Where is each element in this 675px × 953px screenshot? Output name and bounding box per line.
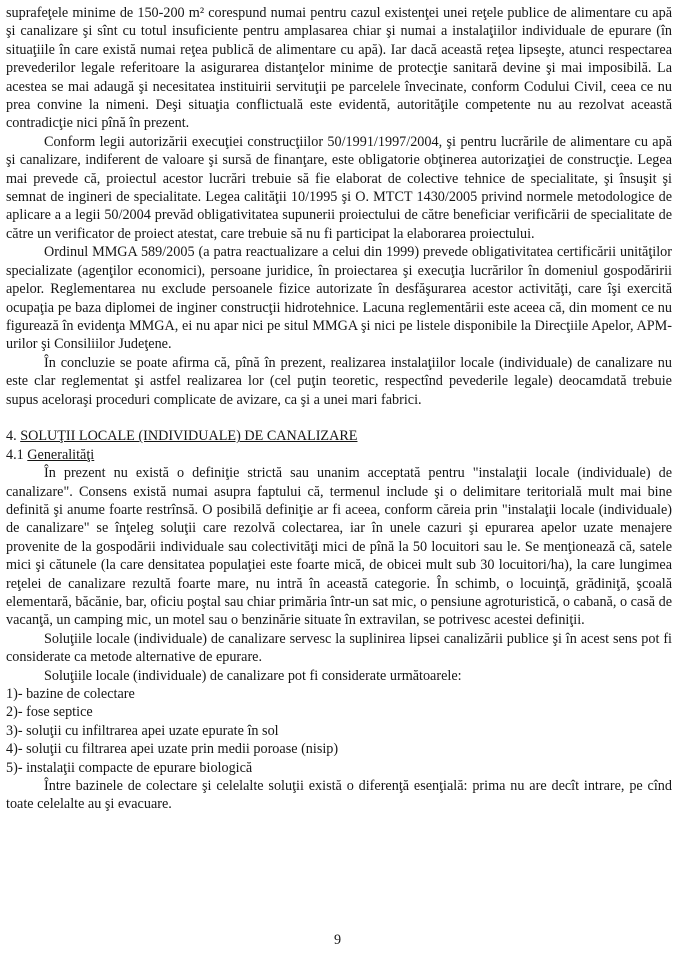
section-heading-4-1 [6,446,672,464]
section-number: 4. [6,428,21,445]
paragraph-conform-legii: Conform legii autorizării execuţiei construcţiilor 50/1991/1997/2004, şi pentru lucrările de alimentare cu apă şi canalizare, indiferent de valoare şi sursă de finanţare, este obligatorie obţinerea autorizaţiei de construcţie. Legea mai prevede că, proiectul acestor lucrări trebuie să fie elaborat de colective tehnice de specialitate, şi însuşit şi semnat de ingineri de specialitate. Legea calităţii 10/1995 şi O. MTCT 1430/2005 privind normele metodologice de aplicare a a legii 50/2004 prevăd obligativitatea supunerii proiectului de către beneficiar verificării de specialitate de către un verificator de proiect atestat, care trebuie să nu fi participat la elaborarea proiectului. [6,133,672,242]
list-item-1: 1)- bazine de colectare [6,686,135,703]
section-title: SOLUŢII LOCALE (INDIVIDUALE) DE CANALIZARE [20,428,358,445]
section-heading-4 [6,427,672,445]
paragraph-in-concluzie: În concluzie se poate afirma că, pînă în prezent, realizarea instalaţiilor locale (individuale) de canalizare nu este clar reglementat şi astfel realizarea lor (cel puţin teoretic, respectînd pevederile legale) deocamdată trebuie supus aceloraşi proceduri complicate de avizare, ca şi a unei mari fabrici. [6,354,672,408]
list-item-5: 5)- instalaţii compacte de epurare biologică [6,759,253,776]
list-item-2: 2)- fose septice [6,704,93,721]
paragraph-generalitati-intro: În prezent nu există o definiţie strictă sau unanim acceptată pentru "instalaţii locale (individuale) de canalizare". Consens există numai asupra faptului că, termenul include şi o delimitare teritorială mult mai bine definită şi anume foarte restrînsă. O posibilă definiţie ar fi aceea, conform căreia prin "instalaţii locale (individuale) de canalizare" se înţeleg soluţii care rezolvă colectarea, iar în unele cazuri şi epurarea apelor uzate menajere provenite de la gospodării individuale sau colectivităţi mici de pînă la 50 locuitori sau le. Se menţionează că, satele mici şi cătunele (la care densitatea populaţiei este foarte mică, de obicei mult sub 30 locuitori/ha), la care lungimea reţelei de canalizare rezultă foarte mare, nu intră în această categorie. În schimb, o locuinţă, grădiniţă, şcoală elementară, băcănie, bar, oficiu poştal sau chiar primăria într-un sat mic, o pensiune agroturistică, o cabană, o casă de vacanţă, un camping mic, un motel sau o benzinărie situate în extravilan, se potrivesc acestei definiţii. [6,465,672,629]
paragraph-solutii-considerate: Soluţiile locale (individuale) de canalizare pot fi considerate următoarele: [44,667,462,684]
subsection-title: Generalităţi [27,446,95,463]
paragraph-solutii-servesc: Soluţiile locale (individuale) de canalizare servesc la suplinirea lipsei canalizării publice şi în acest sens pot fi considerate ca metode alternative de epurare. [6,630,672,666]
paragraph-ordinul-mmga: Ordinul MMGA 589/2005 (a patra reactualizare a celui din 1999) prevede obligativitatea certificării unităţilor specializate (agenţilor economici), persoane juridice, în proiectarea şi execuţia lucrărilor în domeniul gospodăririi apelor. Reglementarea nu exclude persoanele fizice autorizate în desfăşurarea acestor activităţi, care îşi exercită ocupaţia pe baza diplomei de inginer construcţii hidrotehnice. Lacuna reglementării este aceea că, din moment ce nu figurează în evidenţa MMGA, ei nu apar nici pe situl MMGA şi nici pe listele disponibile la Direcţiile Apelor, APM-urilor şi Consiliilor Judeţene. [6,244,672,353]
list-item-4: 4)- soluţii cu filtrarea apei uzate prin medii poroase (nisip) [6,741,339,758]
page-number: 9 [333,932,342,948]
paragraph-diferenta: Între bazinele de colectare şi celelalte soluţii există o diferenţă esenţială: prima nu are decît intrare, pe cînd toate celelalte au şi evacuare. [6,778,672,813]
subsection-number: 4.1 [6,446,28,463]
paragraph-intro-continuation: suprafeţele minime de 150-200 m² corespund numai pentru cazul existenţei unei reţele publice de alimentare cu apă şi canalizare şi sînt cu totul insuficiente pentru amplasarea chiar şi numai a instalaţiilor individuale de epurare (în situaţiile în care există numai reţea publică de alimentare cu apă). Iar dacă această reţea lipseşte, atunci respectarea prevederilor legale referitoare la asigurarea distanţelor minime de protecţie sanitară devine şi mai imposibilă. La acestea se mai adaugă şi necesitatea instituirii servituţii pe parcelele învecinate, conform Codului Civil, ceea ce nu prea convine la nimeni. Deşi situaţia conflictuală este evidentă, autorităţile competente nu au rezolvat această contradicţie nici pînă în prezent. [6,5,672,132]
list-item-3: 3)- soluţii cu infiltrarea apei uzate epurate în sol [6,722,279,739]
